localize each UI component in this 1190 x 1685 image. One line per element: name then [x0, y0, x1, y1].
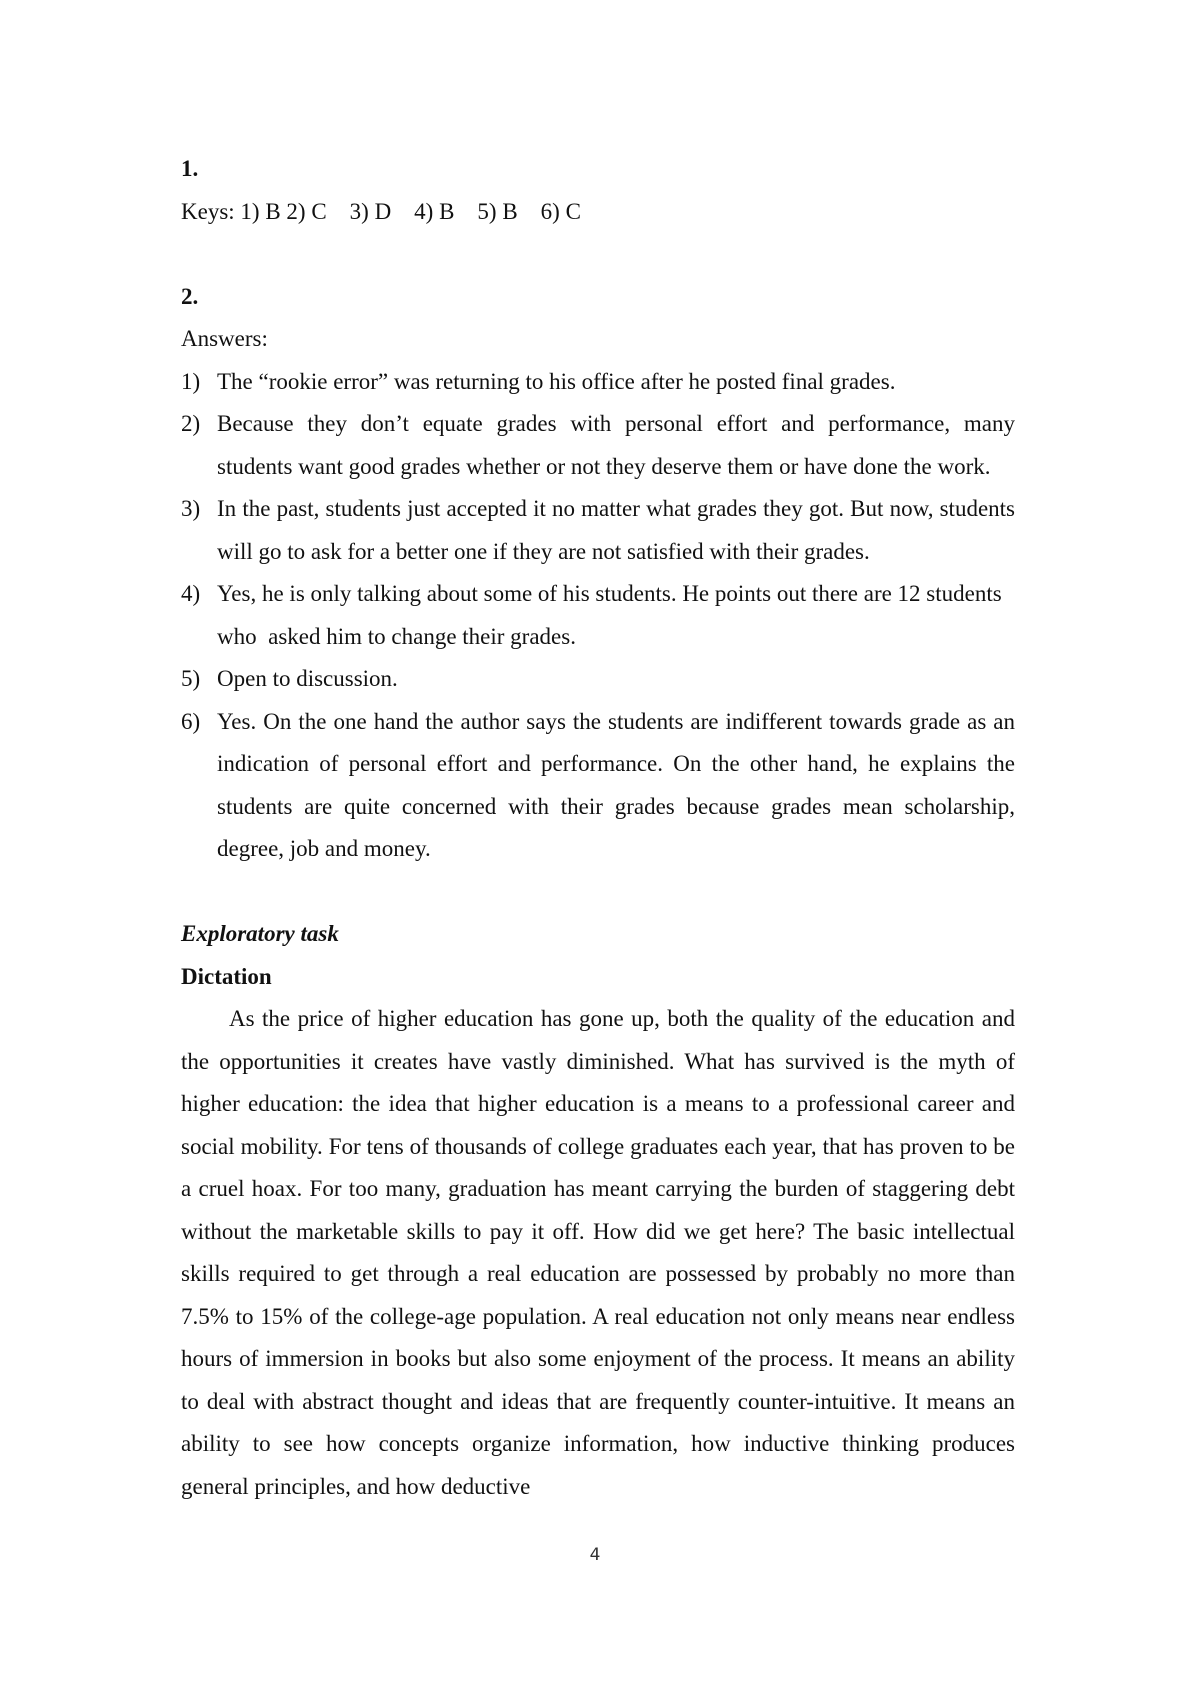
dictation-heading: Dictation: [181, 963, 272, 989]
section-spacer: [181, 871, 1015, 914]
page-content: [181, 148, 1015, 1508]
answers-label: Answers:: [181, 326, 268, 351]
answer-number: 2): [181, 411, 201, 436]
exploratory-task-heading: Exploratory task: [181, 921, 339, 946]
section-1-number: 1.: [181, 156, 199, 181]
answer-text: The “rookie error” was returning to his office after he posted final grades.: [217, 368, 896, 394]
answer-number: 6): [181, 708, 201, 734]
answers-list: [181, 361, 1015, 871]
answer-text: Open to discussion.: [217, 666, 398, 691]
answer-text: Yes, he is only talking about some of his students. He points out there are 12 students who asked him to change their grades.: [217, 581, 1008, 649]
answer-item: [181, 403, 1015, 488]
answer-item: [181, 658, 1015, 701]
answer-text: In the past, students just accepted it no matter what grades they got. But now, students will go to ask for a better one if they are not satisfied with their grades.: [217, 496, 1015, 564]
answer-item: [181, 573, 1015, 658]
answer-item: [181, 488, 1015, 573]
answer-number: 4): [181, 581, 201, 606]
answer-number: 3): [181, 496, 201, 521]
section-spacer: [181, 233, 1015, 276]
answer-item: [181, 361, 1015, 404]
answer-number: 1): [181, 368, 201, 394]
answer-item: [181, 701, 1015, 871]
answer-keys: Keys: 1) B 2) C 3) D 4) B 5) B 6) C: [181, 198, 581, 224]
answer-number: 5): [181, 666, 201, 691]
answer-text: Because they don’t equate grades with personal effort and performance, many students want good grades whether or not they deserve them or have done the work.: [217, 411, 1015, 479]
page-number: 4: [589, 1545, 601, 1565]
answer-text: Yes. On the one hand the author says the students are indifferent towards grade as an indication of personal effort and performance. On the other hand, he explains the students are quite concerned with their grades because grades mean scholarship, degree, job and money.: [217, 708, 1015, 861]
section-2-number: 2.: [181, 283, 199, 309]
dictation-paragraph: As the price of higher education has gone up, both the quality of the education and the opportunities it creates have vastly diminished. What has survived is the myth of higher education: the idea that higher education is a means to a professional career and social mobility. For tens of thousands of college graduates each year, that has proven to be a cruel hoax. For too many, graduation has meant carrying the burden of staggering debt without the marketable skills to pay it off. How did we get here? The basic intellectual skills required to get through a real education are possessed by probably no more than 7.5% to 15% of the college-age population. A real education not only means near endless hours of immersion in books but also some enjoyment of the process. It means an ability to deal with abstract thought and ideas that are frequently counter-intuitive. It means an ability to see how concepts organize information, how inductive thinking produces general principles, and how deductive: [181, 1006, 1015, 1499]
